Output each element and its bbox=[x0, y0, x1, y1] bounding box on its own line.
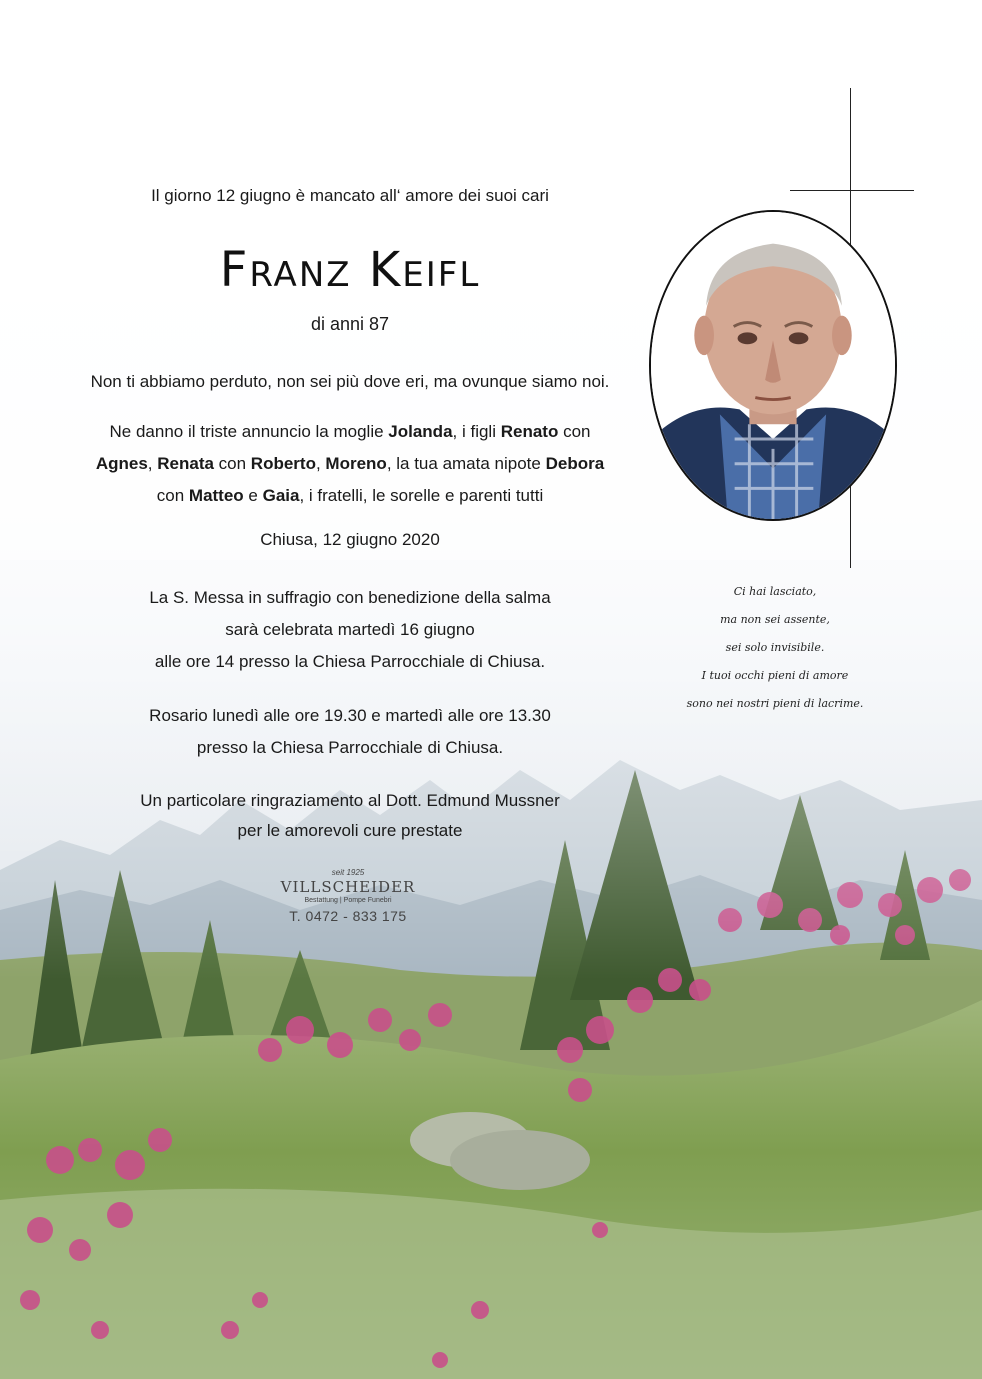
undertaker-phone: T. 0472 - 833 175 bbox=[289, 908, 407, 924]
rosary-info bbox=[40, 700, 660, 764]
family-name: Roberto bbox=[250, 454, 316, 473]
mass-line: alle ore 14 presso la Chiesa Parrocchiale di Chiusa. bbox=[154, 652, 546, 671]
mass-info bbox=[40, 582, 660, 678]
cross-icon-horizontal bbox=[790, 190, 914, 191]
thanks-line: Un particolare ringraziamento al Dott. Edmund Mussner bbox=[140, 791, 560, 810]
text-fragment: Ne danno il triste annuncio la moglie bbox=[109, 422, 389, 441]
memorial-poem bbox=[680, 578, 870, 718]
undertaker-logo bbox=[268, 868, 428, 924]
family-name: Gaia bbox=[262, 486, 300, 505]
text-fragment: con bbox=[156, 486, 189, 505]
announce-line-3 bbox=[40, 480, 660, 512]
undertaker-since: seit 1925 bbox=[331, 868, 365, 877]
announce-line-1 bbox=[40, 416, 660, 448]
announce-line-2 bbox=[40, 448, 660, 480]
mass-line: La S. Messa in suffragio con benedizione della salma bbox=[149, 588, 551, 607]
family-name: Agnes bbox=[95, 454, 148, 473]
text-fragment: con bbox=[558, 422, 591, 441]
place-date: Chiusa, 12 giugno 2020 bbox=[260, 530, 440, 549]
family-announcement bbox=[40, 416, 660, 512]
family-name: Matteo bbox=[188, 486, 244, 505]
intro-line: Il giorno 12 giugno è mancato all‘ amore dei suoi cari bbox=[151, 186, 549, 205]
text-fragment: , la tua amata nipote bbox=[386, 454, 546, 473]
portrait-image bbox=[651, 212, 895, 519]
family-name: Jolanda bbox=[388, 422, 453, 441]
poem-line: sei solo invisibile. bbox=[725, 641, 825, 654]
text-fragment: , bbox=[315, 454, 326, 473]
portrait-photo bbox=[649, 210, 897, 521]
memorial-quote: Non ti abbiamo perduto, non sei più dove eri, ma ovunque siamo noi. bbox=[90, 372, 610, 391]
family-name: Debora bbox=[545, 454, 605, 473]
thanks-note bbox=[40, 786, 660, 846]
poem-line: ma non sei assente, bbox=[720, 613, 830, 626]
text-fragment: , bbox=[147, 454, 158, 473]
family-name: Renato bbox=[500, 422, 559, 441]
deceased-age: di anni 87 bbox=[310, 314, 390, 334]
rosary-line: presso la Chiesa Parrocchiale di Chiusa. bbox=[196, 738, 504, 757]
rosary-line: Rosario lunedì alle ore 19.30 e martedì alle ore 13.30 bbox=[149, 706, 551, 725]
deceased-name: Franz Keifl bbox=[219, 242, 481, 298]
undertaker-subtitle: Bestattung | Pompe Funebri bbox=[304, 897, 392, 904]
text-fragment: con bbox=[213, 454, 251, 473]
poem-line: sono nei nostri pieni di lacrime. bbox=[686, 697, 864, 710]
family-name: Moreno bbox=[325, 454, 387, 473]
undertaker-brand: VILLSCHEIDER bbox=[280, 878, 416, 896]
poem-line: I tuoi occhi pieni di amore bbox=[701, 669, 849, 682]
thanks-line: per le amorevoli cure prestate bbox=[237, 821, 463, 840]
text-fragment: e bbox=[243, 486, 263, 505]
poem-line: Ci hai lasciato, bbox=[733, 585, 817, 598]
text-fragment: , i fratelli, le sorelle e parenti tutti bbox=[299, 486, 544, 505]
mass-line: sarà celebrata martedì 16 giugno bbox=[225, 620, 475, 639]
family-name: Renata bbox=[157, 454, 214, 473]
text-fragment: , i figli bbox=[452, 422, 501, 441]
